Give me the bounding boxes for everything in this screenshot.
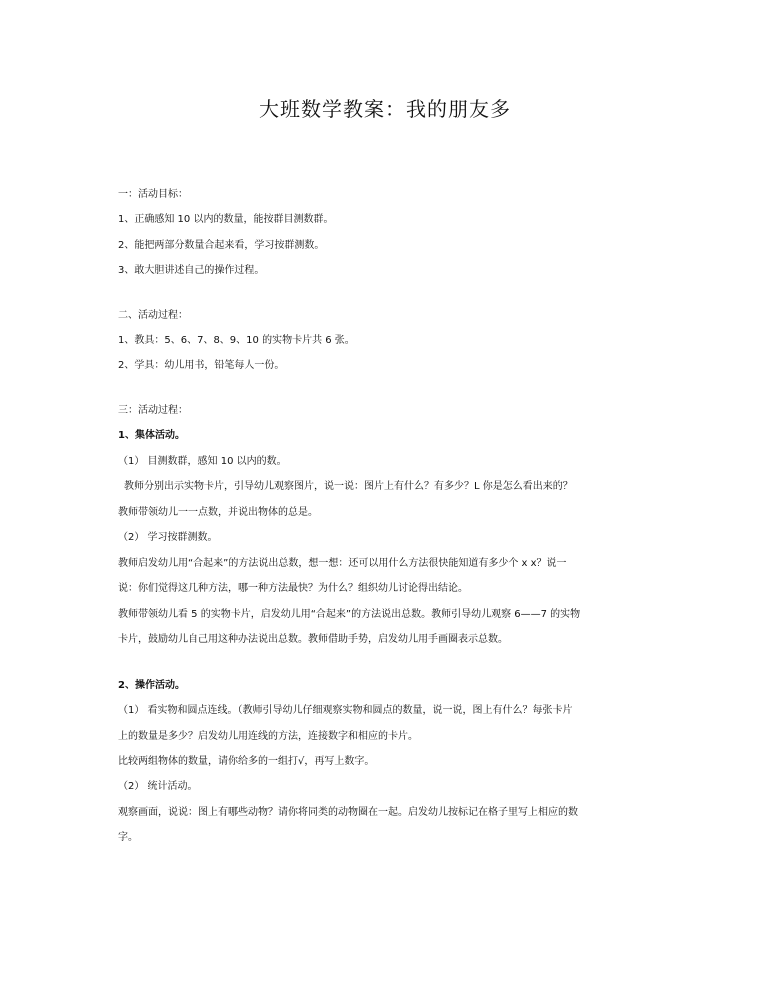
activity-1-line-3: 比较两组物体的数量，请你给多的一组打√，再写上数字。 xyxy=(118,756,375,767)
preparation-line-1: 1、教具：5、6、7、8、9、10 的实物卡片共 6 张。 xyxy=(118,335,355,346)
step-2-line-1: 教师启发幼儿用“合起来”的方法说出总数，想一想：还可以用什么方法很快能知道有多少个 x x？说一 xyxy=(118,558,567,569)
activity-1-line-1: （1） 看实物和圆点连线。（教师引导幼儿仔细观察实物和圆点的数量，说一说，图上有什么？每张卡片 xyxy=(118,705,573,716)
step-1-heading: （1） 目测数群，感知 10 以内的数。 xyxy=(118,456,287,467)
section-heading-preparation: 二、活动过程： xyxy=(118,310,188,321)
goal-line-2: 2、能把两部分数量合起来看，学习按群测数。 xyxy=(118,240,325,251)
activity-2-heading: （2） 统计活动。 xyxy=(118,781,198,792)
step-2-heading: （2） 学习按群测数。 xyxy=(118,532,218,543)
section-heading-goals: 一：活动目标： xyxy=(118,189,188,200)
step-1-line-2: 教师带领幼儿一一点数，并说出物体的总是。 xyxy=(118,507,318,518)
goal-line-1: 1、正确感知 10 以内的数量，能按群目测数群。 xyxy=(118,214,334,225)
preparation-line-2: 2、学具：幼儿用书，铅笔每人一份。 xyxy=(118,360,285,371)
step-1-line-1: 教师分别出示实物卡片，引导幼儿观察图片，说一说：图片上有什么？有多少？L 你是怎么看出来的？ xyxy=(124,481,573,492)
document-title: 大班数学教案：我的朋友多 xyxy=(259,97,511,121)
activity-2-line-1: 观察画面，说说：图上有哪些动物？请你将同类的动物圈在一起。启发幼儿按标记在格子里写上相应的数 xyxy=(118,807,578,818)
section-heading-process: 三：活动过程： xyxy=(118,405,188,416)
subsection-hands-on-activity: 2、操作活动。 xyxy=(118,680,185,691)
goal-line-3: 3、敢大胆讲述自己的操作过程。 xyxy=(118,265,265,276)
subsection-group-activity: 1、集体活动。 xyxy=(118,430,185,441)
step-2-line-4: 卡片，鼓励幼儿自己用这种办法说出总数。教师借助手势，启发幼儿用手画圈表示总数。 xyxy=(118,634,508,645)
step-2-line-3: 教师带领幼儿看 5 的实物卡片，启发幼儿用“合起来”的方法说出总数。教师引导幼儿观察 6——7 的实物 xyxy=(118,609,581,620)
activity-1-line-2: 上的数量是多少？启发幼儿用连线的方法，连接数字和相应的卡片。 xyxy=(118,731,418,742)
step-2-line-2: 说：你们觉得这几种方法，哪一种方法最快？为什么？组织幼儿讨论得出结论。 xyxy=(118,583,468,594)
activity-2-line-2: 字。 xyxy=(118,832,138,843)
